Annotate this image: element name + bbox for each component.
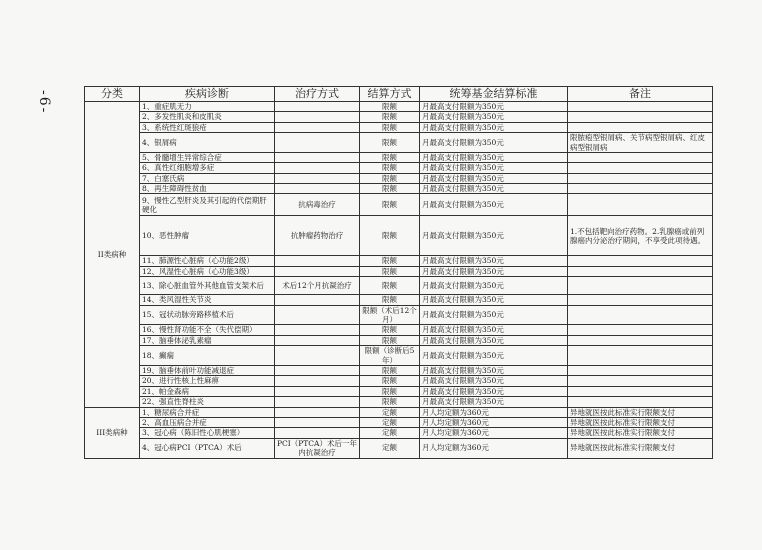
settlement-cell: 限额: [360, 163, 420, 173]
standard-cell: 月最高支付限额为350元: [420, 152, 568, 162]
table-row: [85, 152, 713, 162]
settlement-cell: 定额: [360, 417, 420, 427]
table-row: [85, 428, 713, 438]
treatment-cell: 术后12个月抗凝治疗: [275, 277, 360, 295]
category-cell: III类病种: [85, 407, 140, 458]
notes-cell: [568, 152, 713, 162]
treatment-cell: [275, 325, 360, 335]
table-row: [85, 386, 713, 396]
diagnosis-cell: 18、癫痫: [140, 346, 275, 366]
treatment-cell: [275, 173, 360, 183]
table-row: [85, 163, 713, 173]
standard-cell: 月最高支付限额为350元: [420, 194, 568, 216]
treatment-cell: [275, 407, 360, 417]
settlement-cell: 定额: [360, 407, 420, 417]
treatment-cell: [275, 346, 360, 366]
notes-cell: 异地就医按此标准实行限额支付: [568, 428, 713, 438]
standard-cell: 月最高支付限额为350元: [420, 366, 568, 376]
diagnosis-cell: 7、白塞氏病: [140, 173, 275, 183]
settlement-cell: 限额: [360, 366, 420, 376]
standard-cell: 月最高支付限额为350元: [420, 184, 568, 194]
treatment-cell: [275, 376, 360, 386]
notes-cell: [568, 376, 713, 386]
notes-cell: [568, 194, 713, 216]
notes-cell: [568, 325, 713, 335]
settlement-cell: 限额: [360, 386, 420, 396]
treatment-cell: 抗肿瘤药物治疗: [275, 216, 360, 256]
notes-cell: [568, 305, 713, 325]
settlement-cell: 定额: [360, 438, 420, 458]
standard-cell: 月最高支付限额为350元: [420, 295, 568, 305]
treatment-cell: [275, 366, 360, 376]
standard-cell: 月最高支付限额为350元: [420, 122, 568, 132]
diagnosis-cell: 10、恶性肿瘤: [140, 216, 275, 256]
header-diagnosis: 疾病诊断: [140, 87, 275, 102]
standard-cell: 月最高支付限额为350元: [420, 133, 568, 153]
category-cell: II类病种: [85, 102, 140, 408]
standard-cell: 月最高支付限额为350元: [420, 325, 568, 335]
treatment-cell: [275, 428, 360, 438]
table-row: [85, 397, 713, 407]
standard-cell: 月最高支付限额为350元: [420, 335, 568, 345]
diagnosis-cell: 4、冠心病PCI（PTCA）术后: [140, 438, 275, 458]
treatment-cell: [275, 184, 360, 194]
table-row: [85, 277, 713, 295]
settlement-cell: 限额: [360, 152, 420, 162]
standard-cell: 月最高支付限额为350元: [420, 277, 568, 295]
table-row: [85, 122, 713, 132]
diagnosis-cell: 3、冠心病（陈旧性心肌梗塞）: [140, 428, 275, 438]
diagnosis-cell: 1、重症肌无力: [140, 102, 275, 112]
header-notes: 备注: [568, 87, 713, 102]
standard-cell: 月最高支付限额为350元: [420, 216, 568, 256]
table-row: [85, 133, 713, 153]
standard-cell: 月最高支付限额为350元: [420, 376, 568, 386]
diagnosis-cell: 13、除心脏血管外其他血管支架术后: [140, 277, 275, 295]
table-row: [85, 346, 713, 366]
table-row: [85, 366, 713, 376]
standard-cell: 月人均定额为360元: [420, 428, 568, 438]
diagnosis-cell: 19、脑垂体前叶功能减退症: [140, 366, 275, 376]
treatment-cell: [275, 102, 360, 112]
table-row: [85, 216, 713, 256]
diagnosis-cell: 5、骨髓增生异常综合症: [140, 152, 275, 162]
settlement-cell: 限额: [360, 335, 420, 345]
settlement-cell: 限额: [360, 397, 420, 407]
settlement-cell: 限额（术后12个月）: [360, 305, 420, 325]
table-row: [85, 376, 713, 386]
table-row: [85, 256, 713, 266]
standard-cell: 月最高支付限额为350元: [420, 256, 568, 266]
notes-cell: [568, 295, 713, 305]
notes-cell: 限脓疱型银屑病、关节病型银屑病、红皮病型银屑病: [568, 133, 713, 153]
table-row: [85, 305, 713, 325]
table-row: [85, 194, 713, 216]
table-row: [85, 335, 713, 345]
diagnosis-cell: 2、高血压病合并症: [140, 417, 275, 427]
notes-cell: [568, 386, 713, 396]
table-row: [85, 438, 713, 458]
settlement-cell: 限额: [360, 256, 420, 266]
standard-cell: 月最高支付限额为350元: [420, 397, 568, 407]
treatment-cell: [275, 133, 360, 153]
settlement-cell: 限额: [360, 184, 420, 194]
notes-cell: [568, 366, 713, 376]
treatment-cell: PCI（PTCA）术后一年内抗凝治疗: [275, 438, 360, 458]
standard-cell: 月最高支付限额为350元: [420, 112, 568, 122]
diagnosis-cell: 2、多发性肌炎和皮肌炎: [140, 112, 275, 122]
standard-cell: 月最高支付限额为350元: [420, 386, 568, 396]
settlement-cell: 限额: [360, 194, 420, 216]
settlement-cell: 限额: [360, 325, 420, 335]
standard-cell: 月最高支付限额为350元: [420, 346, 568, 366]
notes-cell: [568, 346, 713, 366]
page-number: -6-: [36, 90, 52, 115]
diagnosis-cell: 3、系统性红斑狼疮: [140, 122, 275, 132]
settlement-cell: 限额: [360, 122, 420, 132]
settlement-cell: 定额: [360, 428, 420, 438]
notes-cell: 异地就医按此标准实行限额支付: [568, 407, 713, 417]
settlement-cell: 限额: [360, 376, 420, 386]
standard-cell: 月最高支付限额为350元: [420, 173, 568, 183]
treatment-cell: [275, 112, 360, 122]
settlement-cell: 限额: [360, 133, 420, 153]
diagnosis-cell: 21、帕金森病: [140, 386, 275, 396]
notes-cell: [568, 266, 713, 276]
table-row: [85, 266, 713, 276]
notes-cell: 异地就医按此标准实行限额支付: [568, 417, 713, 427]
diagnosis-cell: 20、进行性核上性麻痹: [140, 376, 275, 386]
standard-cell: 月人均定额为360元: [420, 438, 568, 458]
diagnosis-cell: 17、脑垂体泌乳素瘤: [140, 335, 275, 345]
diagnosis-cell: 9、慢性乙型肝炎及其引起的代偿期肝硬化: [140, 194, 275, 216]
notes-cell: [568, 277, 713, 295]
treatment-cell: [275, 122, 360, 132]
treatment-cell: [275, 163, 360, 173]
table-row: [85, 295, 713, 305]
notes-cell: [568, 163, 713, 173]
header-treatment: 治疗方式: [275, 87, 360, 102]
diagnosis-cell: 1、糖尿病合并症: [140, 407, 275, 417]
diagnosis-cell: 16、慢性肾功能不全（失代偿期）: [140, 325, 275, 335]
settlement-cell: 限额: [360, 277, 420, 295]
diagnosis-cell: 11、肺源性心脏病（心功能2级）: [140, 256, 275, 266]
standard-cell: 月最高支付限额为350元: [420, 163, 568, 173]
standard-cell: 月最高支付限额为350元: [420, 305, 568, 325]
diagnosis-cell: 15、冠状动脉旁路移植术后: [140, 305, 275, 325]
table-row: [85, 184, 713, 194]
standard-cell: 月人均定额为360元: [420, 417, 568, 427]
diagnosis-cell: 4、银屑病: [140, 133, 275, 153]
notes-cell: [568, 112, 713, 122]
diagnosis-cell: 8、再生障碍性贫血: [140, 184, 275, 194]
table-row: [85, 102, 713, 112]
settlement-cell: 限额: [360, 295, 420, 305]
treatment-cell: [275, 397, 360, 407]
treatment-cell: [275, 256, 360, 266]
notes-cell: [568, 173, 713, 183]
settlement-cell: 限额: [360, 266, 420, 276]
notes-cell: 异地就医按此标准实行限额支付: [568, 438, 713, 458]
notes-cell: [568, 102, 713, 112]
treatment-cell: [275, 417, 360, 427]
diagnosis-cell: 22、强直性脊柱炎: [140, 397, 275, 407]
treatment-cell: [275, 295, 360, 305]
header-settlement: 结算方式: [360, 87, 420, 102]
treatment-cell: 抗病毒治疗: [275, 194, 360, 216]
settlement-cell: 限额（诊断后5年）: [360, 346, 420, 366]
header-standard: 统筹基金结算标准: [420, 87, 568, 102]
table-body: [85, 102, 713, 459]
disease-settlement-table: [84, 86, 713, 459]
treatment-cell: [275, 335, 360, 345]
table-row: [85, 173, 713, 183]
notes-cell: [568, 256, 713, 266]
standard-cell: 月最高支付限额为350元: [420, 102, 568, 112]
header-category: 分类: [85, 87, 140, 102]
treatment-cell: [275, 266, 360, 276]
diagnosis-cell: 14、类风湿性关节炎: [140, 295, 275, 305]
standard-cell: 月人均定额为360元: [420, 407, 568, 417]
diagnosis-cell: 6、真性红细胞增多症: [140, 163, 275, 173]
settlement-cell: 限额: [360, 112, 420, 122]
settlement-cell: 限额: [360, 173, 420, 183]
settlement-cell: 限额: [360, 102, 420, 112]
notes-cell: [568, 335, 713, 345]
notes-cell: [568, 397, 713, 407]
notes-cell: 1.不包括靶向治疗药物。2.乳腺癌或前列腺癌内分泌治疗期间，不享受此项待遇。: [568, 216, 713, 256]
settlement-cell: 限额: [360, 216, 420, 256]
notes-cell: [568, 184, 713, 194]
treatment-cell: [275, 152, 360, 162]
table-row: [85, 417, 713, 427]
treatment-cell: [275, 386, 360, 396]
notes-cell: [568, 122, 713, 132]
standard-cell: 月最高支付限额为350元: [420, 266, 568, 276]
treatment-cell: [275, 305, 360, 325]
table-row: [85, 325, 713, 335]
header-row: [85, 87, 713, 102]
table-row: [85, 112, 713, 122]
diagnosis-cell: 12、风湿性心脏病（心功能3级）: [140, 266, 275, 276]
table-row: [85, 407, 713, 417]
